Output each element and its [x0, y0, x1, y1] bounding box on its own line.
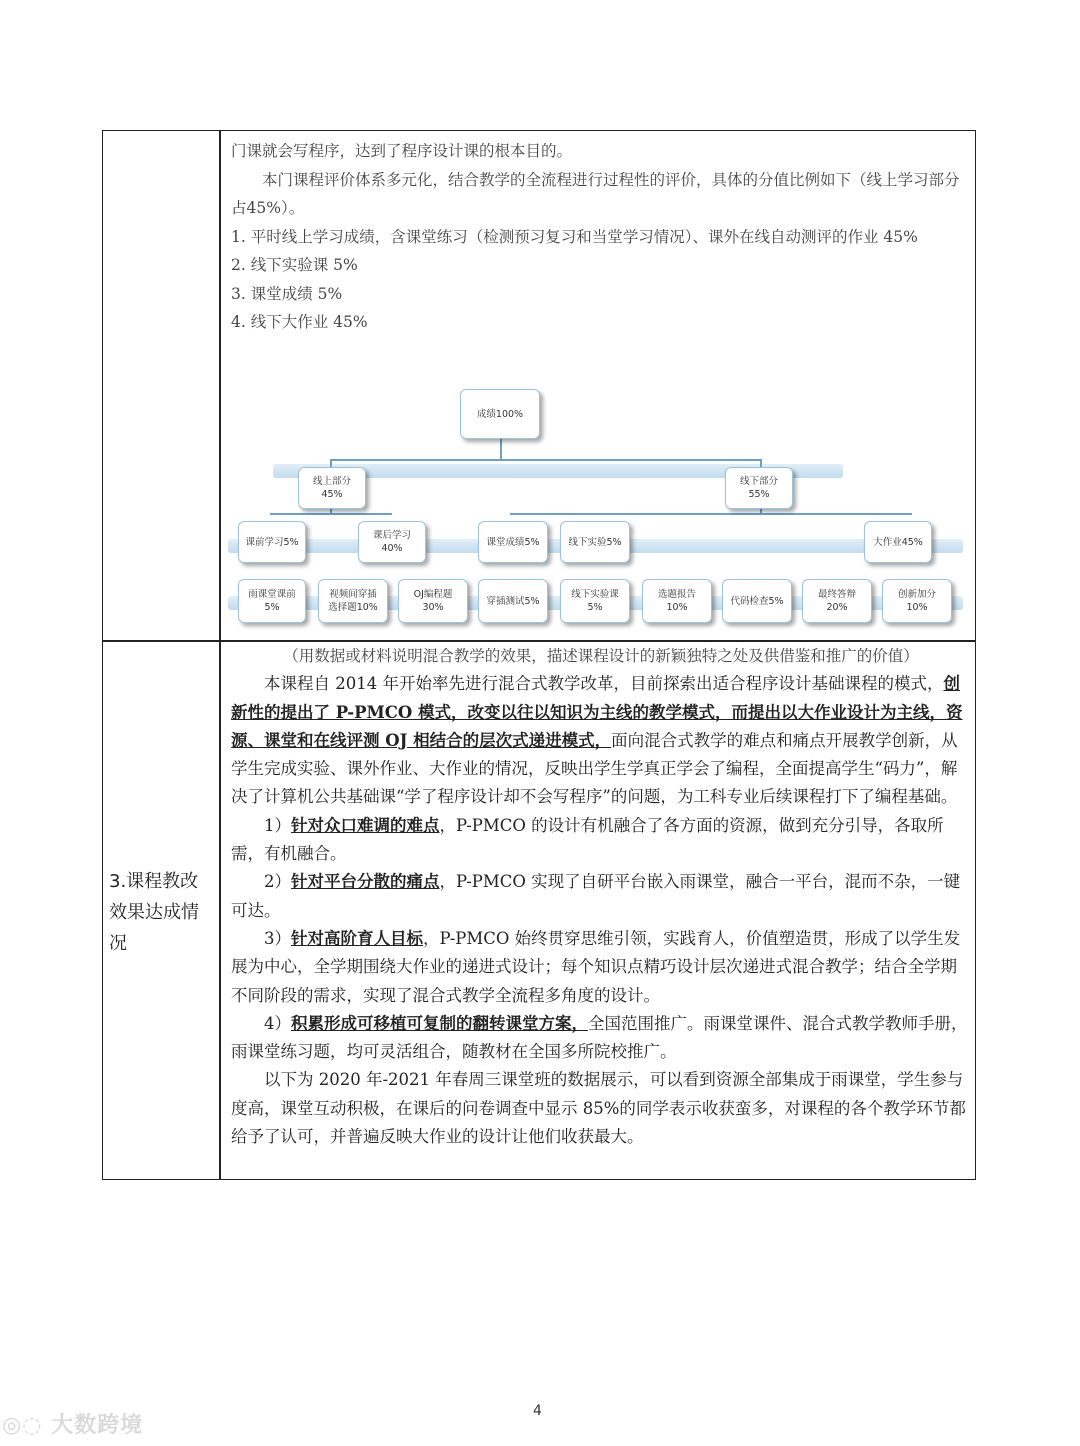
connector	[270, 513, 392, 515]
p5-highlight: 积累形成可移植可复制的翻转课堂方案，	[291, 1013, 588, 1033]
node-innov-value: 10%	[906, 602, 928, 613]
p2-body: ，P-PMCO 的设计有机融合了各方面的资源，做到充分引导，各取所需，有机融合。	[231, 815, 944, 864]
node-oj-label: OJ编程题	[413, 589, 453, 600]
node-offline-label: 线下部分	[739, 476, 778, 487]
connector	[330, 459, 762, 461]
node-afterclass-value: 40%	[381, 543, 403, 554]
node-classgrade	[478, 521, 548, 563]
p2-num: 1）	[264, 815, 291, 835]
evaluation-text	[231, 137, 966, 337]
p5-body: 全国范围推广。雨课堂课件、混合式教学教师手册，雨课堂练习题，均可灵活组合，随教材在全国多所院校推广。	[231, 1013, 968, 1062]
watermark-icon: ◎◌	[2, 1413, 52, 1438]
p3-body: ，P-PMCO 实现了自研平台嵌入雨课堂，融合一平台，混而不杂，一键可达。	[231, 872, 961, 920]
p5-num: 4）	[264, 1013, 291, 1033]
list-item-3: 3. 课堂成绩 5%	[231, 284, 343, 303]
p1-highlight: 创新性的提出了 P-PMCO 模式，改变以往以知识为主线的教学模式，而提出以大作业设计为主线，资源、课堂和在线评测 OJ 相结合的层次式递进模式，	[231, 674, 963, 750]
node-project-label: 大作业45%	[873, 536, 923, 548]
node-oj	[398, 579, 468, 623]
node-project	[864, 521, 932, 563]
node-root	[460, 389, 540, 439]
node-labclass	[560, 579, 630, 623]
paragraph-2	[231, 812, 971, 869]
p4-num: 3）	[264, 928, 291, 948]
watermark-text: 大数跨境	[51, 1413, 144, 1438]
node-offline-value: 55%	[748, 489, 770, 500]
paragraph-4	[231, 925, 971, 1010]
node-oj-value: 30%	[422, 602, 444, 613]
connector	[510, 513, 912, 515]
node-rain	[238, 579, 306, 623]
node-labclass-value: 5%	[587, 602, 603, 613]
node-defense-label: 最终答辩	[817, 589, 856, 600]
p3-highlight: 针对平台分散的痛点	[291, 872, 440, 892]
node-offline	[725, 467, 793, 509]
paragraph-3	[231, 868, 971, 925]
node-online-label: 线上部分	[312, 476, 351, 487]
node-preclass-label: 课前学习5%	[245, 536, 299, 548]
row-label: 3.课程教改效果达成情况	[109, 871, 199, 954]
node-root-label: 成绩100%	[476, 408, 524, 420]
node-innov	[882, 579, 952, 623]
node-rain-value: 5%	[264, 602, 280, 613]
para-line0: 门课就会写程序，达到了程序设计课的根本目的。	[231, 142, 573, 160]
node-online-value: 45%	[321, 489, 343, 500]
p4-body: ，P-PMCO 始终贯穿思维引领，实践育人，价值塑造贯，形成了以学生发展为中心，全学期围绕大作业的递进式设计；每个知识点精巧设计层次递进式混合教学；结合全学期不同阶段的需求，实现了混合式教学全流程多角度的设计。	[231, 928, 961, 1005]
p1-intro: 本课程自 2014 年开始率先进行混合式教学改革，目前探索出适合程序设计基础课程的模式，	[264, 674, 944, 694]
p3-num: 2）	[264, 872, 291, 892]
node-preclass	[238, 521, 306, 563]
node-code	[722, 579, 792, 623]
instruction-note: （用数据或材料说明混合教学的效果，描述课程设计的新颖独特之处及供借鉴和推广的价值）	[283, 647, 919, 665]
node-topic-value: 10%	[666, 602, 688, 613]
node-lab	[560, 521, 630, 563]
node-defense	[802, 579, 872, 623]
node-quiz	[478, 579, 548, 623]
page-number: 4	[533, 1403, 542, 1419]
paragraph-1	[231, 670, 971, 811]
node-video-value: 选择题10%	[328, 602, 378, 613]
node-afterclass	[358, 521, 426, 563]
effect-text	[231, 642, 971, 1151]
node-code-label: 代码检查5%	[730, 595, 784, 607]
connector	[500, 439, 502, 459]
node-afterclass-label: 课后学习	[372, 530, 411, 541]
node-video	[318, 579, 388, 623]
list-item-4: 4. 线下大作业 45%	[231, 313, 368, 331]
p2-highlight: 针对众口难调的难点	[291, 815, 440, 835]
p1-body: 面向混合式教学的难点和痛点开展教学创新，从学生完成实验、课外作业、大作业的情况，反映出学生学真正学会了编程，全面提高学生“码力”，解决了计算机公共基础课“学了程序设计却不会写程序”的问题，为工科专业后续课程打下了编程基础。	[231, 730, 958, 807]
node-rain-label: 雨课堂课前	[248, 589, 296, 600]
node-lab-label: 线下实验5%	[568, 536, 622, 548]
node-labclass-label: 线下实验课	[571, 589, 619, 600]
node-online	[298, 467, 366, 509]
node-video-label: 视频间穿插	[329, 589, 377, 600]
watermark-logo	[2, 1408, 143, 1439]
node-topic-label: 选题报告	[657, 589, 696, 600]
list-item-2: 2. 线下实验课 5%	[231, 256, 358, 274]
paragraph-5	[231, 1010, 971, 1067]
node-classgrade-label: 课堂成绩5%	[486, 536, 540, 548]
node-topic	[642, 579, 712, 623]
node-innov-label: 创新加分	[897, 589, 936, 600]
paragraph-6: 以下为 2020 年-2021 年春周三课堂班的数据展示，可以看到资源全部集成于雨课堂，学生参与度高，课堂互动积极，在课后的问卷调查中显示 85%的同学表示收获蛮多，对课程的各个教学环节都给予了认可，并普遍反映大作业的设计让他们收获最大。	[231, 1070, 966, 1147]
column-divider	[219, 131, 221, 1179]
grade-structure-diagram	[228, 389, 963, 634]
para-line1: 本门课程评价体系多元化，结合教学的全流程进行过程性的评价，具体的分值比例如下（线上学习部分占45%）。	[231, 170, 960, 217]
node-quiz-label: 穿插测试5%	[486, 595, 540, 607]
p4-highlight: 针对高阶育人目标	[291, 928, 423, 948]
node-defense-value: 20%	[826, 602, 848, 613]
list-item-1: 1. 平时线上学习成绩，含课堂练习（检测预习复习和当堂学习情况）、课外在线自动测评的作业 45%	[231, 227, 918, 246]
course-table	[102, 130, 976, 1180]
